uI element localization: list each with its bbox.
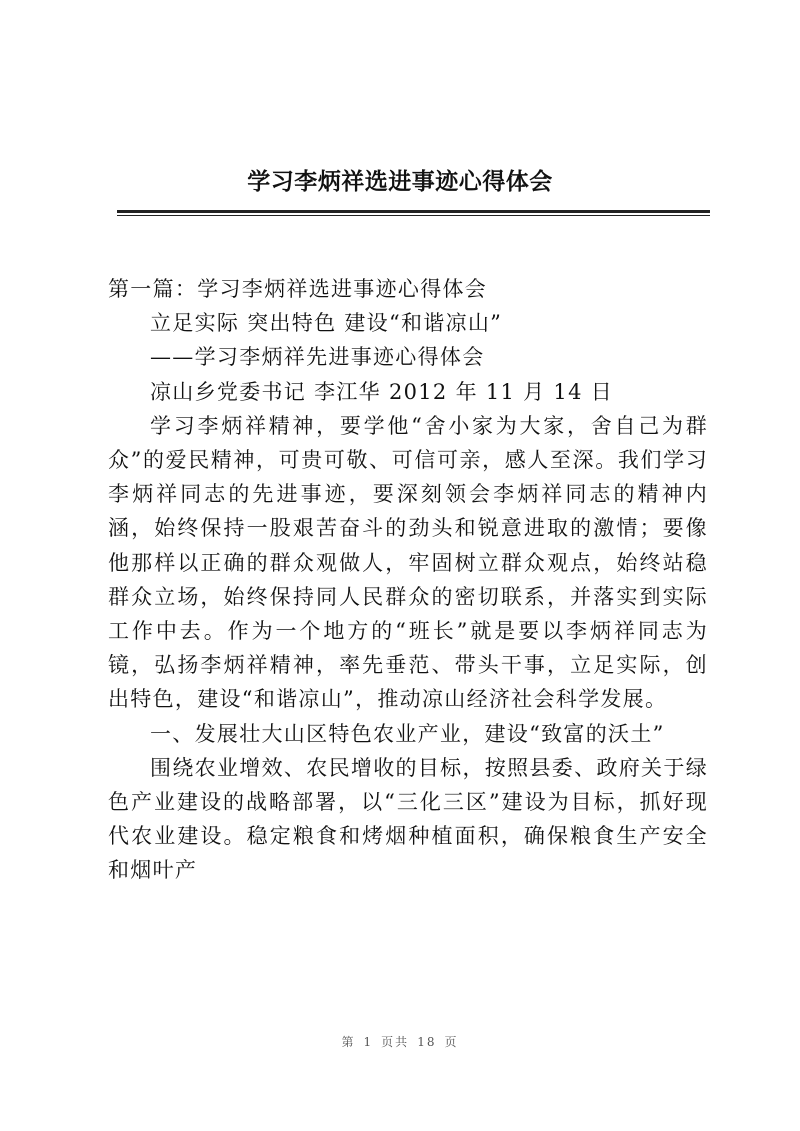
page-total: 18 — [417, 1035, 437, 1049]
article-subtitle: ——学习李炳祥先进事迹心得体会 — [150, 345, 485, 370]
page-suffix: 页 — [444, 1035, 459, 1049]
page-number: 1 — [363, 1035, 374, 1049]
body-paragraph: 学习李炳祥精神，要学他“舍小家为大家，舍自己为群众”的爱民精神，可贵可敬、可信可亲，感人至深。我们学习李炳祥同志的先进事迹，要深刻领会李炳祥同志的精神内涵，始终保持一股艰苦奋斗的劲头和锐意进取的激情；要像他那样以正确的群众观做人，牢固树立群众观点，始终站稳群众立场，始终保持同人民群众的密切联系，并落实到实际工作中去。作为一个地方的“班长”就是要以李炳祥同志为镜，弘扬李炳祥精神，率先垂范、带头干事，立足实际，创出特色，建设“和谐凉山”，推动凉山经济社会科学发展。 — [108, 413, 708, 712]
page-middle: 页共 — [381, 1035, 410, 1049]
document-title: 学习李炳祥选进事迹心得体会 — [247, 169, 553, 195]
title-divider-thin — [117, 215, 710, 216]
author-line: 凉山乡党委书记 李江华 2012 年 11 月 14 日 — [150, 379, 614, 404]
section-heading: 第一篇：学习李炳祥选进事迹心得体会 — [108, 277, 488, 301]
subsection-heading: 一、发展壮大山区特色农业产业，建设“致富的沃土” — [150, 721, 665, 746]
title-divider — [117, 210, 710, 213]
body-paragraph: 围绕农业增效、农民增收的目标，按照县委、政府关于绿色产业建设的战略部署，以“三化三区”建设为目标，抓好现代农业建设。稳定粮食和烤烟种植面积，确保粮食生产安全和烟叶产 — [108, 755, 708, 883]
page-footer — [0, 1033, 800, 1050]
article-title: 立足实际 突出特色 建设“和谐凉山” — [150, 311, 503, 336]
document-body — [108, 272, 708, 888]
page-prefix: 第 — [341, 1035, 356, 1049]
